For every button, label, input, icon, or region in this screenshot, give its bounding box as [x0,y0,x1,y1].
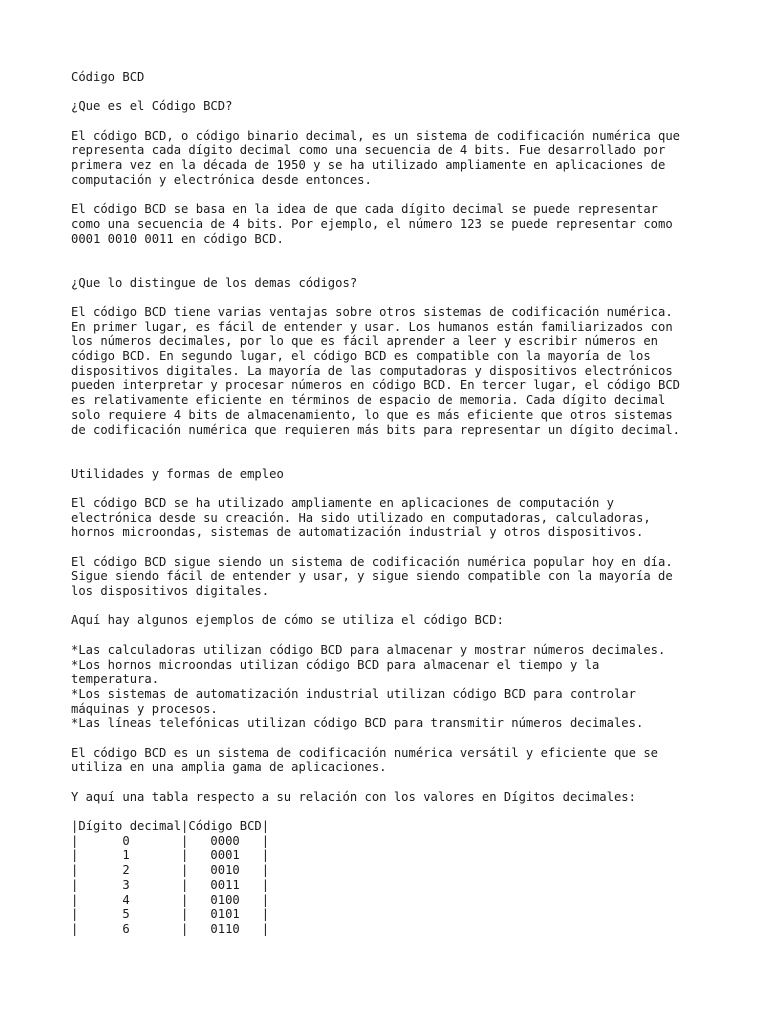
table-row: | 6 | 0110 | [71,921,270,936]
paragraph-line: pueden interpretar y procesar números en código BCD. En tercer lugar, el código BCD [71,378,681,393]
paragraph-line: computación y electrónica desde entonces. [71,172,372,187]
paragraph-line: 0001 0010 0011 en código BCD. [71,231,284,246]
section-heading-que-es: ¿Que es el Código BCD? [71,99,233,114]
paragraph-line: electrónica desde su creación. Ha sido utilizado en computadoras, calculadoras, [71,510,651,525]
paragraph-line: representa cada dígito decimal como una secuencia de 4 bits. Fue desarrollado por [71,143,666,158]
paragraph-line: En primer lugar, es fácil de entender y usar. Los humanos están familiarizados con [71,319,673,334]
list-item: máquinas y procesos. [71,701,218,716]
list-item: *Las líneas telefónicas utilizan código BCD para transmitir números decimales. [71,716,644,731]
paragraph-line: de codificación numérica que requieren más bits para representar un dígito decimal. [71,422,681,437]
table-header: |Dígito decimal|Código BCD| [71,819,270,834]
paragraph-line: Y aquí una tabla respecto a su relación con los valores en Dígitos decimales: [71,789,636,804]
paragraph-line: como una secuencia de 4 bits. Por ejemplo, el número 123 se puede representar como [71,216,673,231]
paragraph-line: El código BCD se basa en la idea de que cada dígito decimal se puede representar [71,202,658,217]
paragraph-line: El código BCD se ha utilizado ampliamente en aplicaciones de computación y [71,495,614,510]
table-row: | 1 | 0001 | [71,848,270,863]
section-heading-utilidades: Utilidades y formas de empleo [71,466,284,481]
list-item: temperatura. [71,672,160,687]
section-heading-distingue: ¿Que lo distingue de los demas códigos? [71,275,358,290]
paragraph-line: utiliza en una amplia gama de aplicaciones. [71,760,387,775]
table-row: | 2 | 0010 | [71,863,270,878]
paragraph [71,555,751,599]
list-item: *Los hornos microondas utilizan código BCD para almacenar el tiempo y la [71,657,600,672]
paragraph-line: código BCD. En segundo lugar, el código BCD es compatible con la mayoría de los [71,349,651,364]
paragraph-line: solo requiere 4 bits de almacenamiento, lo que es más eficiente que otros sistemas [71,407,673,422]
list-item: *Las calculadoras utilizan código BCD para almacenar y mostrar números decimales. [71,642,666,657]
paragraph [71,305,751,437]
paragraph-line: Sigue siendo fácil de entender y usar, y sigue siendo compatible con la mayoría de [71,569,673,584]
paragraph-line: los dispositivos digitales. [71,584,270,599]
document-title: Código BCD [71,70,145,84]
list-item: *Los sistemas de automatización industrial utilizan código BCD para controlar [71,686,636,701]
paragraph-line: El código BCD es un sistema de codificación numérica versátil y eficiente que se [71,745,658,760]
table-row: | 4 | 0100 | [71,892,270,907]
table-row: | 3 | 0011 | [71,877,270,892]
paragraph [71,496,751,540]
paragraph-line: El código BCD tiene varias ventajas sobre otros sistemas de codificación numérica. [71,305,673,320]
paragraph-line: los números decimales, por lo que es fácil aprender a leer y escribir números en [71,334,658,349]
paragraph-line: Aquí hay algunos ejemplos de cómo se utiliza el código BCD: [71,613,504,628]
paragraph-line: es relativamente eficiente en términos de espacio de memoria. Cada dígito decimal [71,393,666,408]
paragraph-line: El código BCD sigue siendo un sistema de codificación numérica popular hoy en día. [71,554,673,569]
paragraph [71,202,751,246]
paragraph-line: El código BCD, o código binario decimal, es un sistema de codificación numérica que [71,128,681,143]
paragraph [71,746,751,775]
paragraph-line: primera vez en la década de 1950 y se ha utilizado ampliamente en aplicaciones de [71,158,666,173]
table-row: | 0 | 0000 | [71,833,270,848]
paragraph-line: hornos microondas, sistemas de automatización industrial y otros dispositivos. [71,525,644,540]
bcd-table [71,819,751,937]
document-page [71,70,751,937]
paragraph [71,129,751,188]
examples-list [71,643,751,731]
table-row: | 5 | 0101 | [71,907,270,922]
paragraph-line: dispositivos digitales. La mayoría de las computadoras y dispositivos electrónicos [71,363,673,378]
